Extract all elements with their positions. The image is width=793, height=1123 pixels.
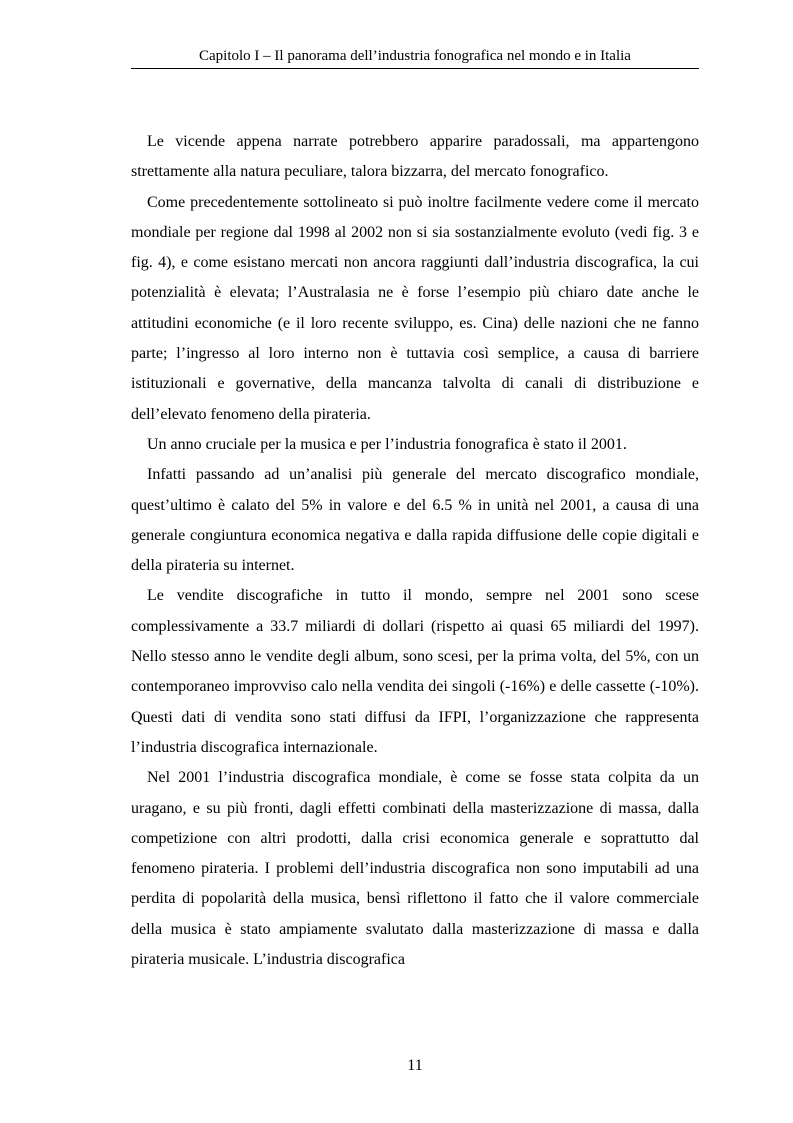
page-number: 11 <box>407 1057 423 1074</box>
paragraph: Nel 2001 l’industria discografica mondiale, è come se fosse stata colpita da un uragano, e su più fronti, dagli effetti combinati della masterizzazione di massa, dalla competizione con altri prodotti, dalla crisi economica generale e soprattutto dal fenomeno pirateria. I problemi dell’industria discografica non sono imputabili ad una perdita di popolarità della musica, bensì riflettono il fatto che il valore commerciale della musica è stato ampiamente svalutato dalla masterizzazione di massa e dalla pirateria musicale. L’industria discografica <box>131 769 699 969</box>
header-rule <box>131 68 699 69</box>
paragraph: Come precedentemente sottolineato si può inoltre facilmente vedere come il mercato mondiale per regione dal 1998 al 2002 non si sia sostanzialmente evoluto (vedi fig. 3 e fig. 4), e come esistano mercati non ancora raggiunti dall’industria discografica, la cui potenzialità è elevata; l’Australasia ne è forse l’esempio più chiaro date anche le attitudini economiche (e il loro recente sviluppo, es. Cina) delle nazioni che ne fanno parte; l’ingresso al loro interno non è tuttavia così semplice, a causa di barriere istituzionali e governative, della mancanza talvolta di canali di distribuzione e dell’elevato fenomeno della pirateria. <box>131 193 699 423</box>
running-header: Capitolo I – Il panorama dell’industria fonografica nel mondo e in Italia <box>199 48 631 64</box>
paragraph: Un anno cruciale per la musica e per l’industria fonografica è stato il 2001. <box>147 435 627 453</box>
paragraph: Le vicende appena narrate potrebbero apparire paradossali, ma appartengono strettamente alla natura peculiare, talora bizzarra, del mercato fonografico. <box>131 133 699 181</box>
paragraph: Infatti passando ad un’analisi più generale del mercato discografico mondiale, quest’ultimo è calato del 5% in valore e del 6.5 % in unità nel 2001, a causa di una generale congiuntura economica negativa e dalla rapida diffusione delle copie digitali e della pirateria su internet. <box>131 466 699 575</box>
paragraph: Le vendite discografiche in tutto il mondo, sempre nel 2001 sono scese complessivamente a 33.7 miliardi di dollari (rispetto ai quasi 65 miliardi del 1997). Nello stesso anno le vendite degli album, sono scesi, per la prima volta, del 5%, con un contemporaneo improvviso calo nella vendita dei singoli (-16%) e delle cassette (-10%). Questi dati di vendita sono stati diffusi da IFPI, l’organizzazione che rappresenta l’industria discografica internazionale. <box>131 587 699 756</box>
body-text <box>131 127 699 975</box>
